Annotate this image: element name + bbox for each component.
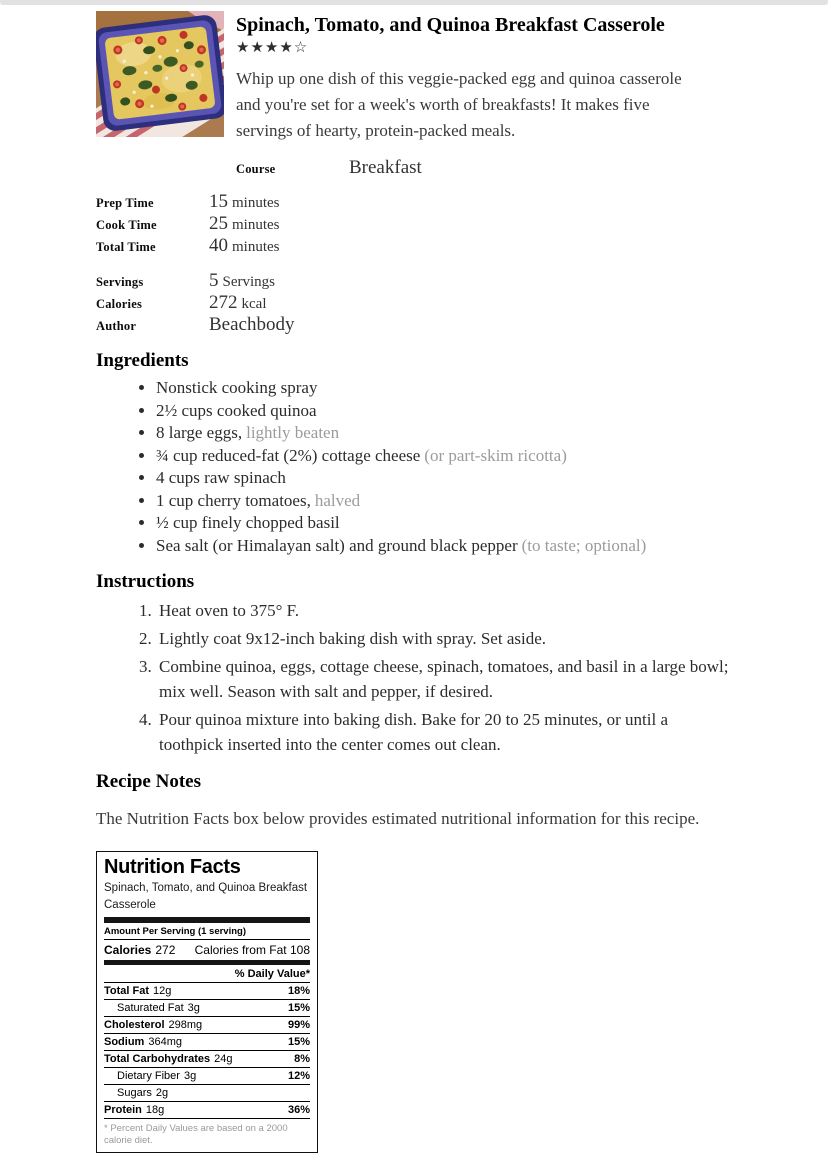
nutrition-calories-label: Calories bbox=[104, 943, 152, 957]
page-title: Spinach, Tomato, and Quinoa Breakfast Casserole bbox=[236, 14, 665, 36]
total-time-value: 40 bbox=[209, 235, 228, 256]
nutrient-label: Sugars bbox=[117, 1087, 152, 1099]
nutrient-daily-value: 99% bbox=[287, 1019, 310, 1031]
recipe-description: Whip up one dish of this veggie-packed egg and quinoa casserole and you're set for a week's worth of breakfasts! It makes five servings of hearty, protein-packed meals. bbox=[236, 69, 682, 140]
instruction-step: 1. Heat oven to 375° F. bbox=[156, 598, 736, 623]
daily-value-header: % Daily Value* bbox=[104, 965, 310, 983]
nutrition-row-protein bbox=[104, 1102, 310, 1119]
nutrition-calories-value: 272 bbox=[155, 943, 176, 957]
servings-unit: Servings bbox=[222, 274, 275, 290]
instructions-heading: Instructions bbox=[96, 571, 195, 592]
page-top-divider bbox=[0, 0, 828, 5]
ingredient-text: ¾ cup reduced-fat (2%) cottage cheese bbox=[156, 445, 421, 465]
prep-time-value: 15 bbox=[209, 191, 228, 212]
ingredient-note: halved bbox=[314, 490, 361, 510]
course-row bbox=[236, 157, 736, 179]
ingredient-text: 2½ cups cooked quinoa bbox=[156, 400, 317, 420]
meta-row-prep-time bbox=[96, 191, 736, 213]
nutrient-daily-value: 15% bbox=[287, 1002, 310, 1014]
cook-time-unit: minutes bbox=[232, 217, 280, 233]
nutrition-row-sodium bbox=[104, 1034, 310, 1051]
instructions-list bbox=[96, 598, 736, 757]
total-time-label: Total Time bbox=[96, 240, 156, 254]
nutrient bbox=[117, 1070, 196, 1082]
calories-label: Calories bbox=[96, 297, 143, 311]
ingredient-note: (or part-skim ricotta) bbox=[424, 445, 567, 465]
nutrient bbox=[104, 985, 171, 997]
nutrition-calories-from-fat: Calories from Fat 108 bbox=[194, 943, 310, 957]
meta-row-cook-time bbox=[96, 213, 736, 235]
nutrition-row-sugars bbox=[104, 1085, 310, 1102]
nutrient bbox=[104, 1104, 164, 1116]
nutrition-facts-title: Nutrition Facts bbox=[104, 856, 241, 878]
nutrient-value: 3g bbox=[187, 1002, 200, 1014]
meta-gap bbox=[96, 257, 736, 270]
nutrient-value: 3g bbox=[183, 1070, 197, 1082]
nutrient bbox=[104, 1053, 233, 1065]
ingredient-text: 4 cups raw spinach bbox=[156, 468, 286, 487]
nutrient bbox=[104, 1036, 182, 1048]
meta-row-total-time bbox=[96, 235, 736, 257]
nutrient-value: 12g bbox=[153, 985, 172, 997]
ingredient-item bbox=[156, 400, 736, 423]
recipe-header-main bbox=[236, 11, 736, 179]
nutrient-value: 2g bbox=[155, 1087, 169, 1099]
author-label: Author bbox=[96, 319, 137, 333]
ingredients-list bbox=[96, 377, 736, 557]
nutrition-row-total-fat bbox=[104, 983, 310, 1000]
recipe-photo bbox=[96, 11, 224, 137]
ingredients-heading: Ingredients bbox=[96, 350, 189, 371]
recipe-header bbox=[96, 11, 736, 179]
meta-row-servings bbox=[96, 270, 736, 292]
nutrition-calories bbox=[104, 943, 175, 957]
ingredient-text: 1 cup cherry tomatoes, bbox=[156, 490, 311, 510]
calories-value: 272 bbox=[209, 292, 238, 313]
nutrient-daily-value: 18% bbox=[287, 985, 310, 997]
nutrient-label: Sodium bbox=[104, 1036, 145, 1048]
ingredient-text: ½ cup finely chopped basil bbox=[156, 513, 340, 532]
nutrient-label: Total Carbohydrates bbox=[104, 1053, 211, 1065]
nutrient bbox=[117, 1087, 168, 1099]
ingredient-item bbox=[156, 422, 736, 445]
nutrient bbox=[117, 1002, 200, 1014]
ingredient-text: 8 large eggs, bbox=[156, 423, 243, 442]
cook-time-label: Cook Time bbox=[96, 218, 157, 232]
meta-row-calories bbox=[96, 292, 736, 314]
ingredient-note: lightly beaten bbox=[246, 423, 340, 442]
calories-unit: kcal bbox=[241, 296, 267, 312]
prep-time-unit: minutes bbox=[232, 195, 280, 211]
nutrition-row-total-carbohydrates bbox=[104, 1051, 310, 1068]
ingredient-item bbox=[156, 467, 736, 490]
nutrient-label: Cholesterol bbox=[104, 1019, 165, 1031]
nutrition-row-cholesterol bbox=[104, 1017, 310, 1034]
instruction-step: 2. Lightly coat 9x12-inch baking dish with spray. Set aside. bbox=[156, 626, 736, 651]
nutrient-label: Total Fat bbox=[104, 985, 150, 997]
ingredient-note: (to taste; optional) bbox=[521, 535, 647, 555]
nutrition-facts-subtitle: Spinach, Tomato, and Quinoa Breakfast Casserole bbox=[104, 882, 308, 911]
servings-label: Servings bbox=[96, 275, 144, 289]
nutrient-label: Dietary Fiber bbox=[117, 1070, 180, 1082]
casserole-photo-art bbox=[96, 11, 224, 137]
amount-per-serving: Amount Per Serving (1 serving) bbox=[104, 923, 310, 940]
ingredient-item bbox=[156, 377, 736, 400]
ingredient-item bbox=[156, 535, 736, 558]
nutrition-calories-row bbox=[104, 940, 310, 960]
nutrient-value: 18g bbox=[145, 1104, 165, 1116]
cook-time-value: 25 bbox=[209, 213, 228, 234]
nutrient-daily-value: 8% bbox=[294, 1053, 310, 1065]
course-value: Breakfast bbox=[349, 157, 422, 178]
recipe-notes-heading: Recipe Notes bbox=[96, 771, 201, 792]
nutrient-label: Protein bbox=[104, 1104, 142, 1116]
servings-value: 5 bbox=[209, 270, 219, 291]
meta-row-author bbox=[96, 314, 736, 336]
nutrition-row-dietary-fiber bbox=[104, 1068, 310, 1085]
nutrition-row-saturated-fat bbox=[104, 1000, 310, 1017]
nutrient bbox=[104, 1019, 202, 1031]
recipe-notes-text: The Nutrition Facts box below provides estimated nutritional information for this recipe. bbox=[96, 809, 700, 828]
nutrient-daily-value: 36% bbox=[287, 1104, 310, 1116]
nutrition-facts-box bbox=[96, 851, 318, 1153]
author-value: Beachbody bbox=[209, 314, 295, 335]
prep-time-label: Prep Time bbox=[96, 196, 154, 210]
rating-stars: ★★★★☆ bbox=[236, 40, 309, 56]
recipe-page bbox=[96, 11, 736, 1153]
ingredient-item bbox=[156, 490, 736, 513]
nutrient-value: 298mg bbox=[168, 1019, 203, 1031]
nutrition-footnote: * Percent Daily Values are based on a 2000 calorie diet. bbox=[104, 1123, 288, 1146]
nutrient-label: Saturated Fat bbox=[117, 1002, 184, 1014]
nutrient-value: 24g bbox=[214, 1053, 233, 1065]
nutrient-daily-value: 15% bbox=[287, 1036, 310, 1048]
ingredient-text: Nonstick cooking spray bbox=[156, 378, 318, 397]
course-label: Course bbox=[236, 162, 276, 176]
nutrient-value: 364mg bbox=[148, 1036, 182, 1048]
nutrient-daily-value: 12% bbox=[287, 1070, 310, 1082]
ingredient-item bbox=[156, 512, 736, 535]
ingredient-item bbox=[156, 445, 736, 468]
instruction-step: 4. Pour quinoa mixture into baking dish. Bake for 20 to 25 minutes, or until a toothpick inserted into the center comes out clean. bbox=[156, 707, 736, 757]
instruction-step: 3. Combine quinoa, eggs, cottage cheese, spinach, tomatoes, and basil in a large bowl; mix well. Season with salt and pepper, if desired. bbox=[156, 654, 736, 704]
total-time-unit: minutes bbox=[232, 239, 280, 255]
ingredient-text: Sea salt (or Himalayan salt) and ground black pepper bbox=[156, 535, 518, 555]
recipe-meta bbox=[96, 191, 736, 336]
